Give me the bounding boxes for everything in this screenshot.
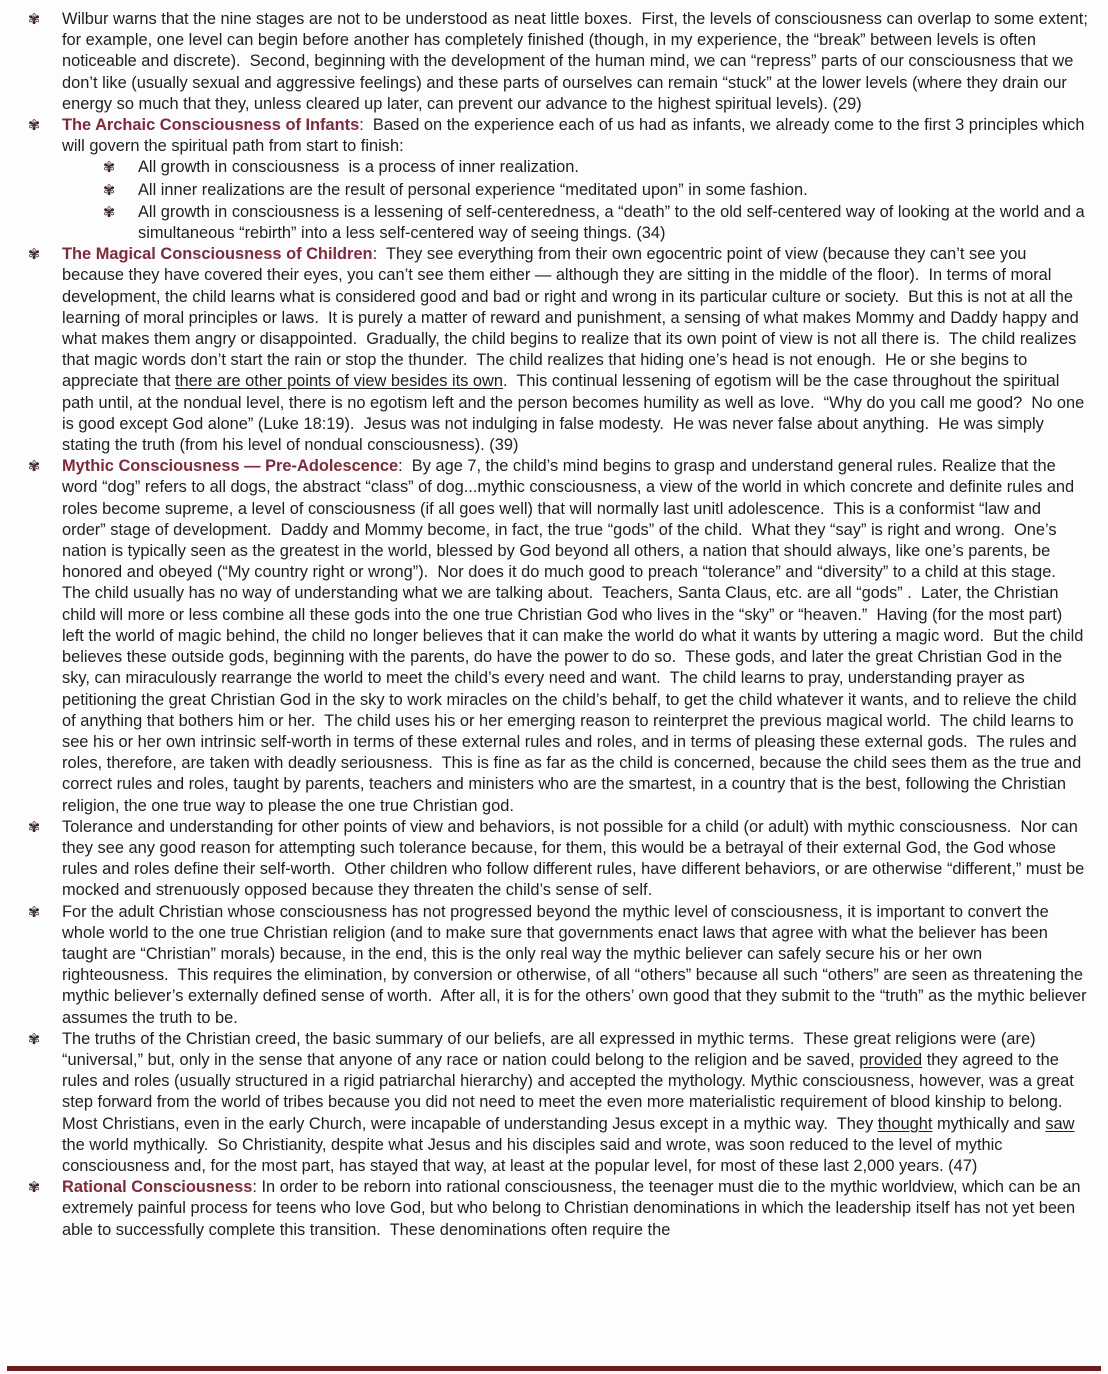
bullet-item (28, 456, 1088, 816)
flower-bullet-icon: ✾ (28, 819, 41, 836)
flower-sub-bullet-icon: ✾ (103, 204, 116, 221)
sub-bullet-item (28, 180, 1088, 202)
body-text-run: All growth in consciousness is a process of inner realization. (138, 158, 579, 177)
bullet-item (28, 115, 1088, 157)
section-heading: The Magical Consciousness of Children (62, 245, 373, 264)
body-text-run: For the adult Christian whose consciousness has not progressed beyond the mythic level of consciousness, it is important to convert the whole world to the one true Christian religion (and to make sure that governments enact laws that agree with what the believer has been taught are “Christian” morals) because, in the end, this is the only real way the mythic believer can safely secure his or her own righteousness. This requires the elimination, by conversion or otherwise, of all “others” because all such “others” are seen as threatening the mythic believer’s externally defined sense of worth. After all, it is for the others’ own good that they submit to the “truth” as the mythic believer assumes the truth to be. (62, 902, 1092, 1027)
underlined-text: there are other points of view besides its own (175, 372, 503, 391)
body-text-run: : By age 7, the child’s mind begins to grasp and understand general rules. Realize that the word “dog” refers to all dogs, the abstract “class” of dog...mythic consciousness, a view of the world in which concrete and definite rules and roles become supreme, a level of consciousness (if all goes well) that will normally last unitl adolescence. This is a conformist “law and order” stage of development. Daddy and Mommy become, in fact, the true “gods” of the child. What they “say” is right and wrong. One’s nation is typically seen as the greatest in the world, blessed by God beyond all others, a nation that should always, like one’s parents, be honored and obeyed (“My country right or wrong”). Nor does it do much good to preach “tolerance” and “diversity” to a child at this stage. The child usually has no way of understanding what we are talking about. Teachers, Santa Claus, etc. are all “gods” . Later, the Christian child will more or less combine all these gods into the one true Christian God who lives in the “sky” or “heaven.” Having (for the most part) left the world of magic behind, the child no longer believes that it can make the world do what it wants by uttering a magic word. But the child believes these outside gods, beginning with the parents, do have the power to do so. These gods, and later the great Christian God in the sky, can miraculously rearrange the world to meet the child’s every need and want. The child learns to pray, understanding prayer as petitioning the great Christian God in the sky to work miracles on the child’s behalf, to get the child whatever it wants, and to relieve the child of anything that bothers him or her. The child uses his or her emerging reason to reinterpret the previous magical world. The child learns to see his or her own intrinsic self-worth in terms of these external rules and roles, and in terms of pleasing these external gods. The rules and roles, therefore, are taken with deadly seriousness. This is fine as far as the child is concerned, because the child sees them as the true and correct rules and roles, taught by parents, teachers and ministers who are the smartest, in a country that is the best, following the Christian religion, the one true way to please the one true Christian god. (62, 457, 1088, 815)
bullet-item (28, 902, 1092, 1029)
body-text-run: : In order to be reborn into rational consciousness, the teenager must die to the mythic worldview, which can be an extremely painful process for teens who love God, but who belong to Christian denominations in which the leadership itself has not yet been able to successfully complete this transition. These denominations often require the (62, 1178, 1086, 1239)
bullet-text (138, 180, 1088, 201)
flower-bullet-icon: ✾ (28, 904, 41, 921)
bullet-text (62, 1029, 1088, 1177)
bullet-text (62, 1177, 1088, 1241)
bullet-text (62, 456, 1088, 816)
section-heading: Mythic Consciousness — Pre-Adolescence (62, 457, 399, 476)
underlined-text: saw (1045, 1114, 1075, 1133)
sub-bullet-item (28, 157, 1088, 179)
bullet-item (28, 244, 1088, 456)
body-text-run: All growth in consciousness is a lessening of self-centeredness, a “death” to the old self-centered way of looking at the world and a simultaneous “rebirth” into a less self-centered way of seeing things. (34) (138, 202, 1090, 243)
body-text-run: The truths of the Christian creed, the basic summary of our beliefs, are all expressed in mythic terms. These great religions were (are) “universal,” but, only in the sense that anyone of any race or nation could belong to the religion and be saved, (62, 1029, 1041, 1069)
bullet-text (62, 115, 1088, 157)
bullet-text (62, 902, 1092, 1029)
body-text-run: All inner realizations are the result of personal experience “meditated upon” in some fashion. (138, 180, 808, 199)
bullet-text (62, 244, 1088, 456)
flower-bullet-icon: ✾ (28, 247, 41, 264)
body-text-run: the world mythically. So Christianity, despite what Jesus and his disciples said and wrote, was soon reduced to the level of mythic consciousness and, for the most part, has stayed that way, at least at the popular level, for most of these last 2,000 years. (47) (62, 1114, 1080, 1175)
flower-bullet-icon: ✾ (28, 118, 41, 135)
bullet-list (28, 9, 1093, 1241)
bullet-item (28, 1029, 1088, 1177)
flower-sub-bullet-icon: ✾ (103, 182, 116, 199)
bullet-text (62, 817, 1088, 902)
flower-bullet-icon: ✾ (28, 12, 41, 28)
body-text-run: : Based on the experience each of us had as infants, we already come to the first 3 principles which will govern the spiritual path from start to finish: (62, 116, 1090, 156)
body-text-run: Tolerance and understanding for other points of view and behaviors, is not possible for a child (or adult) with mythic consciousness. Nor can they see any good reason for attempting such tolerance because, for them, this would be a betrayal of their external God, the God whose rules and roles define their self-worth. Other children who follow different rules, have different behaviors, or are otherwise “different,” must be mocked and strenuously opposed because they threaten the child’s sense of self. (62, 817, 1089, 900)
underlined-text: provided (859, 1050, 923, 1069)
bullet-text (138, 157, 1088, 178)
body-text-run: mythically and (932, 1114, 1046, 1133)
underlined-text: thought (877, 1114, 933, 1133)
bullet-item (28, 1177, 1088, 1241)
flower-bullet-icon: ✾ (28, 1180, 41, 1197)
bullet-text (62, 9, 1093, 115)
section-heading: Rational Consciousness (62, 1178, 253, 1197)
flower-sub-bullet-icon: ✾ (103, 160, 116, 177)
flower-bullet-icon: ✾ (28, 1031, 41, 1048)
body-text-run: they agreed to the rules and roles (usually structured in a rigid patriarchal hierarchy) and accepted the mythology. Mythic consciousness, however, was a great step forward from the world of tribes because you did not need to meet the even more materialistic requirement of blood kinship to belong. Most Christians, even in the early Church, were incapable of understanding Jesus except in a mythic way. They (62, 1050, 1079, 1133)
flower-bullet-icon: ✾ (28, 459, 41, 476)
section-heading: The Archaic Consciousness of Infants (62, 116, 360, 135)
body-text-run: . This continual lessening of egotism will be the case throughout the spiritual path until, at the nondual level, there is no egotism left and the person becomes humility as well as love. “Why do you call me good? No one is good except God alone” (Luke 18:19). Jesus was not indulging in false modesty. He was never false about anything. He was simply stating the truth (from his level of nondual consciousness). (39) (62, 372, 1089, 455)
sub-bullet-item (28, 202, 1088, 244)
page-bottom-border (7, 1366, 1101, 1371)
bullet-text (138, 202, 1088, 244)
body-text-run: Wilbur warns that the nine stages are not to be understood as neat little boxes. First, the levels of consciousness can overlap to some extent; for example, one level can begin before another has completely finished (though, in my experience, the “break” between levels is often noticeable and discrete). Second, beginning with the development of the human mind, we can “repress” parts of our consciousness that we don’t like (usually sexual and aggressive feelings) and these parts of ourselves can remain “stuck” at the lower levels (where they drain our energy so much that they, unless cleared up later, can prevent our advance to the highest spiritual levels). (29) (62, 10, 1093, 113)
body-text-run: : They see everything from their own egocentric point of view (because they can’t see you because they have covered their eyes, you can’t see them either — although they are sitting in the middle of the floor). In terms of moral development, the child learns what is considered good and bad or right and wrong in its particular culture or society. But this is not at all the learning of moral principles or laws. It is purely a matter of reward and punishment, a sensing of what makes Mommy and Daddy happy and what makes them angry or disappointed. Gradually, the child begins to realize that its own point of view is not all there is. The child realizes that magic words don’t start the rain or stop the thunder. The child realizes that hiding one’s head is not enough. He or she begins to appreciate that (62, 245, 1084, 391)
bullet-item (28, 9, 1093, 115)
bullet-item (28, 817, 1088, 902)
